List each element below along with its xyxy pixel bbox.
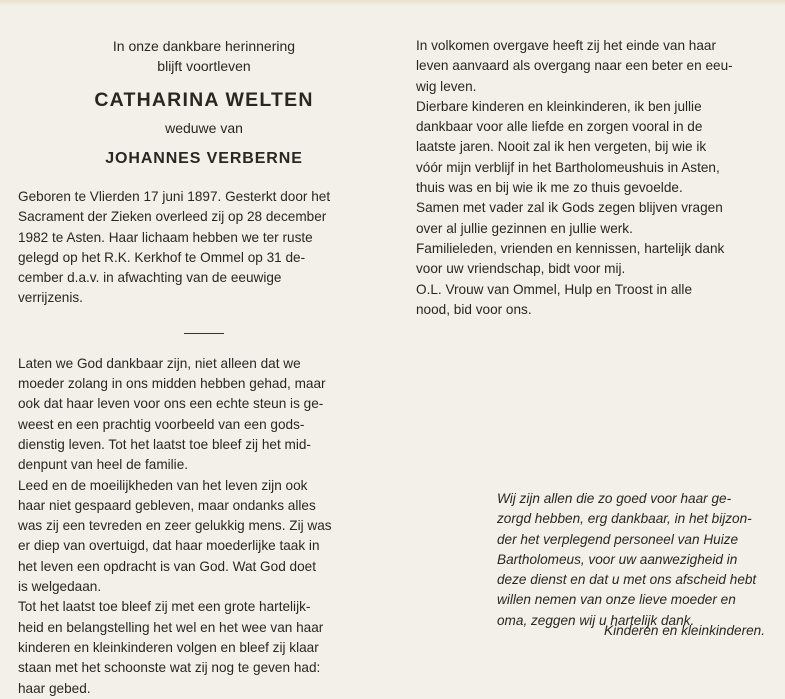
biography-line: verrijzenis. (18, 290, 83, 306)
right-text-line: thuis was en bij wie ik me zo thuis gevoelde. (416, 180, 683, 196)
thanks-line: Bartholomeus, voor uw aanwezigheid in (497, 551, 738, 567)
top-edge-band (0, 0, 785, 6)
right-text-line: Dierbare kinderen en kleinkinderen, ik ben jullie (416, 98, 702, 114)
biography-line: gelegd op het R.K. Kerkhof te Ommel op 31 de- (18, 249, 306, 265)
right-column (416, 36, 768, 320)
right-text-line: wig leven. (416, 78, 477, 94)
biography-line: 1982 te Asten. Haar lichaam hebben we ter ruste (18, 229, 313, 245)
right-text-line: Familieleden, vrienden en kennissen, hartelijk dank (416, 240, 725, 256)
section-divider (184, 333, 224, 334)
biography-paragraph (18, 187, 390, 309)
memorial-line: moeder zolang in ons midden hebben gehad, maar (18, 376, 326, 392)
memorial-line: Laten we God dankbaar zijn, niet alleen dat we (18, 355, 301, 371)
thanks-line: Wij zijn allen die zo goed voor haar ge- (497, 491, 732, 506)
memorial-line: Tot het laatst toe bleef zij met een grote hartelijk- (18, 599, 311, 615)
right-text-line: over al jullie gezinnen en jullie werk. (416, 220, 633, 236)
memorial-line: ook dat haar leven voor ons een echte steun is ge- (18, 396, 324, 412)
thanks-line: willen nemen van onze lieve moeder en (497, 592, 736, 608)
deceased-name: CATHARINA WELTEN (94, 89, 314, 111)
spouse-name: JOHANNES VERBERNE (105, 150, 303, 167)
memorial-line: er diep van overtuigd, dat haar moederlijke taak in (18, 538, 320, 554)
thanks-line: der het verplegend personeel van Huize (497, 531, 739, 547)
thanks-line: oma, zeggen wij u hartelijk dank. (497, 612, 695, 628)
right-text-line: voor uw vriendschap, bidt voor mij. (416, 261, 626, 277)
left-column (18, 36, 390, 699)
biography-line: cember d.a.v. in afwachting van de eeuwige (18, 270, 282, 286)
memorial-text (18, 354, 390, 699)
thanks-line: deze dienst en dat u met ons afscheid hebt (497, 572, 757, 588)
right-text-line: dankbaar voor alle liefde en zorgen vooral in de (416, 119, 703, 135)
right-text-line: leven aanvaard als overgang naar een beter en eeu- (416, 58, 733, 74)
right-text-line: vóór mijn verblijf in het Bartholomeushuis in Asten, (416, 159, 720, 175)
memorial-line: dienstig leven. Tot het laatst toe bleef zij het mid- (18, 436, 311, 452)
memorial-line: haar niet gespaard gebleven, maar ondanks alles (18, 497, 316, 513)
memorial-line: is welgedaan. (18, 579, 102, 595)
thanks-line: zorgd hebben, erg dankbaar, in het bijzon- (497, 511, 752, 527)
memorial-line: staan met het schoonste wat zij nog te geven had: (18, 660, 321, 676)
signature: Kinderen en kleinkinderen. (604, 623, 765, 638)
thanks-paragraph (497, 489, 765, 631)
intro-line-2: blijft voortleven (157, 58, 251, 74)
right-text-line: nood, bid voor ons. (416, 301, 532, 317)
memorial-line: denpunt van heel de familie. (18, 457, 189, 473)
right-text-line: laatste jaren. Nooit zal ik hen vergeten, bij wie ik (416, 139, 707, 155)
memorial-line: het leven een opdracht is van God. Wat God doet (18, 558, 316, 574)
right-text-line: In volkomen overgave heeft zij het einde van haar (416, 38, 717, 53)
memorial-line: was zij een tevreden en zeer gelukkig mens. Zij was (18, 518, 332, 534)
biography-line: Geboren te Vlierden 17 juni 1897. Gesterkt door het (18, 189, 331, 204)
biography-line: Sacrament der Zieken overleed zij op 28 december (18, 209, 327, 225)
memorial-line: kinderen en kleinkinderen volgen en bleef zij klaar (18, 639, 319, 655)
memorial-line: weest en een prachtig voorbeeld van een gods- (18, 416, 305, 432)
intro-line-1: In onze dankbare herinnering (112, 38, 296, 54)
right-text-line: O.L. Vrouw van Ommel, Hulp en Troost in alle (416, 281, 693, 297)
widow-of-label: weduwe van (165, 120, 243, 136)
memorial-line: haar gebed. (18, 680, 91, 696)
memorial-line: Leed en de moeilijkheden van het leven zijn ook (18, 477, 308, 493)
right-text-line: Samen met vader zal ik Gods zegen blijven vragen (416, 200, 723, 216)
memorial-line: heid en belangstelling het wel en het wee van haar (18, 619, 324, 635)
